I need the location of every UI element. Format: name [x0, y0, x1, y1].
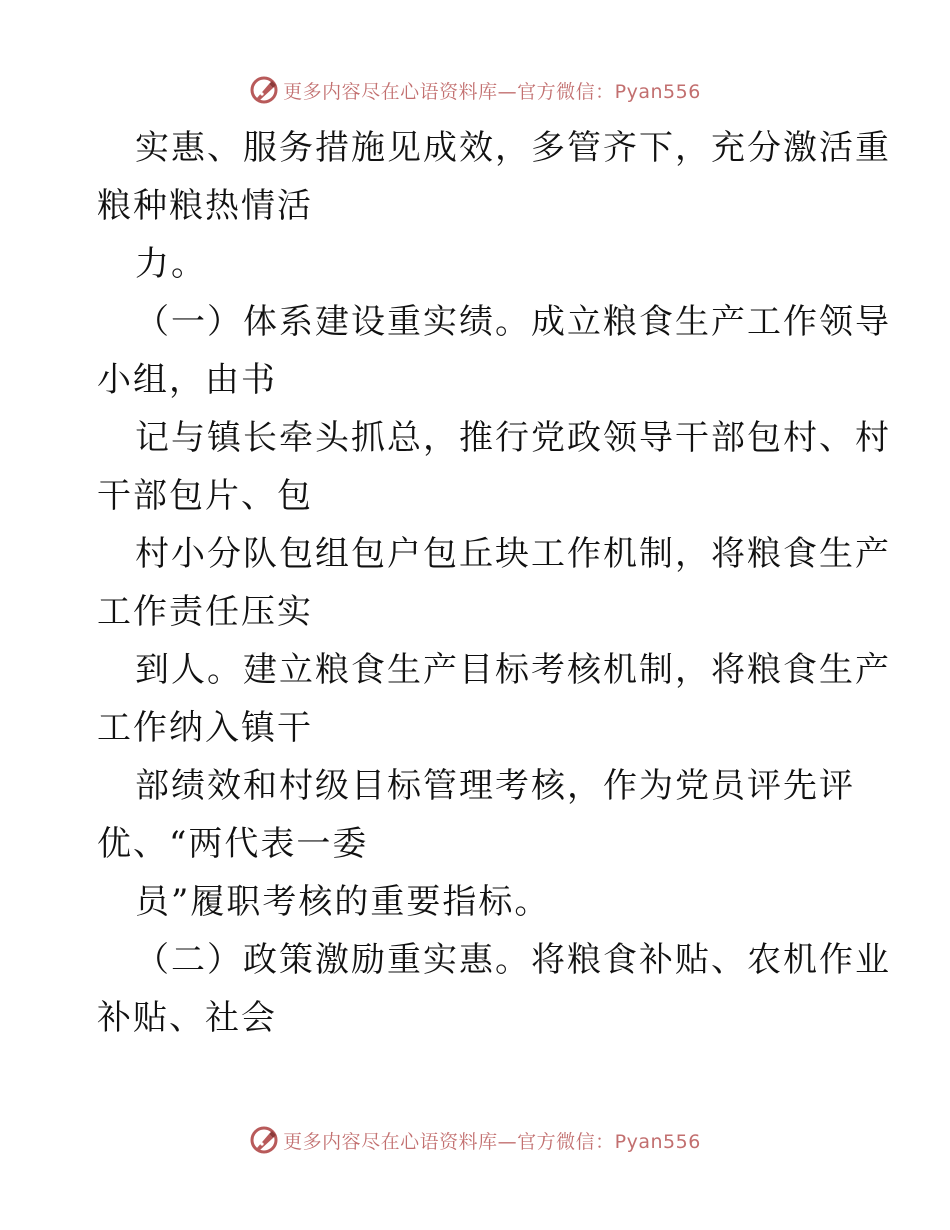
text-line: 部绩效和村级目标管理考核，作为党员评先评	[135, 766, 855, 806]
text-line: 力。	[135, 244, 207, 284]
text-line: 实惠、服务措施见成效，多管齐下，充分激活重	[135, 128, 891, 168]
text-line: 员”履职考核的重要指标。	[135, 882, 551, 922]
text-line: 补贴、社会	[97, 998, 277, 1038]
text-line: 村小分队包组包户包丘块工作机制，将粮食生产	[135, 534, 891, 574]
header-banner-text: 更多内容尽在心语资料库—官方微信：Pyan556	[283, 80, 701, 103]
footer-banner-text: 更多内容尽在心语资料库—官方微信：Pyan556	[283, 1130, 701, 1153]
text-line: 工作纳入镇干	[97, 708, 313, 748]
text-line: 到人。建立粮食生产目标考核机制，将粮食生产	[135, 650, 891, 690]
text-line: 粮种粮热情活	[97, 186, 313, 226]
pen-nib-logo-icon	[249, 75, 279, 105]
footer-banner	[0, 1120, 950, 1160]
text-line: （一）体系建设重实绩。成立粮食生产工作领导	[135, 302, 891, 342]
header-banner	[0, 70, 950, 110]
text-line: 小组，由书	[97, 360, 277, 400]
text-line: 干部包片、包	[97, 476, 313, 516]
pen-nib-logo-icon	[249, 1125, 279, 1155]
text-line: 工作责任压实	[97, 592, 313, 632]
text-line: （二）政策激励重实惠。将粮食补贴、农机作业	[135, 940, 891, 980]
text-line: 记与镇长牵头抓总，推行党政领导干部包村、村	[135, 418, 891, 458]
text-line: 优、“两代表一委	[97, 824, 369, 864]
